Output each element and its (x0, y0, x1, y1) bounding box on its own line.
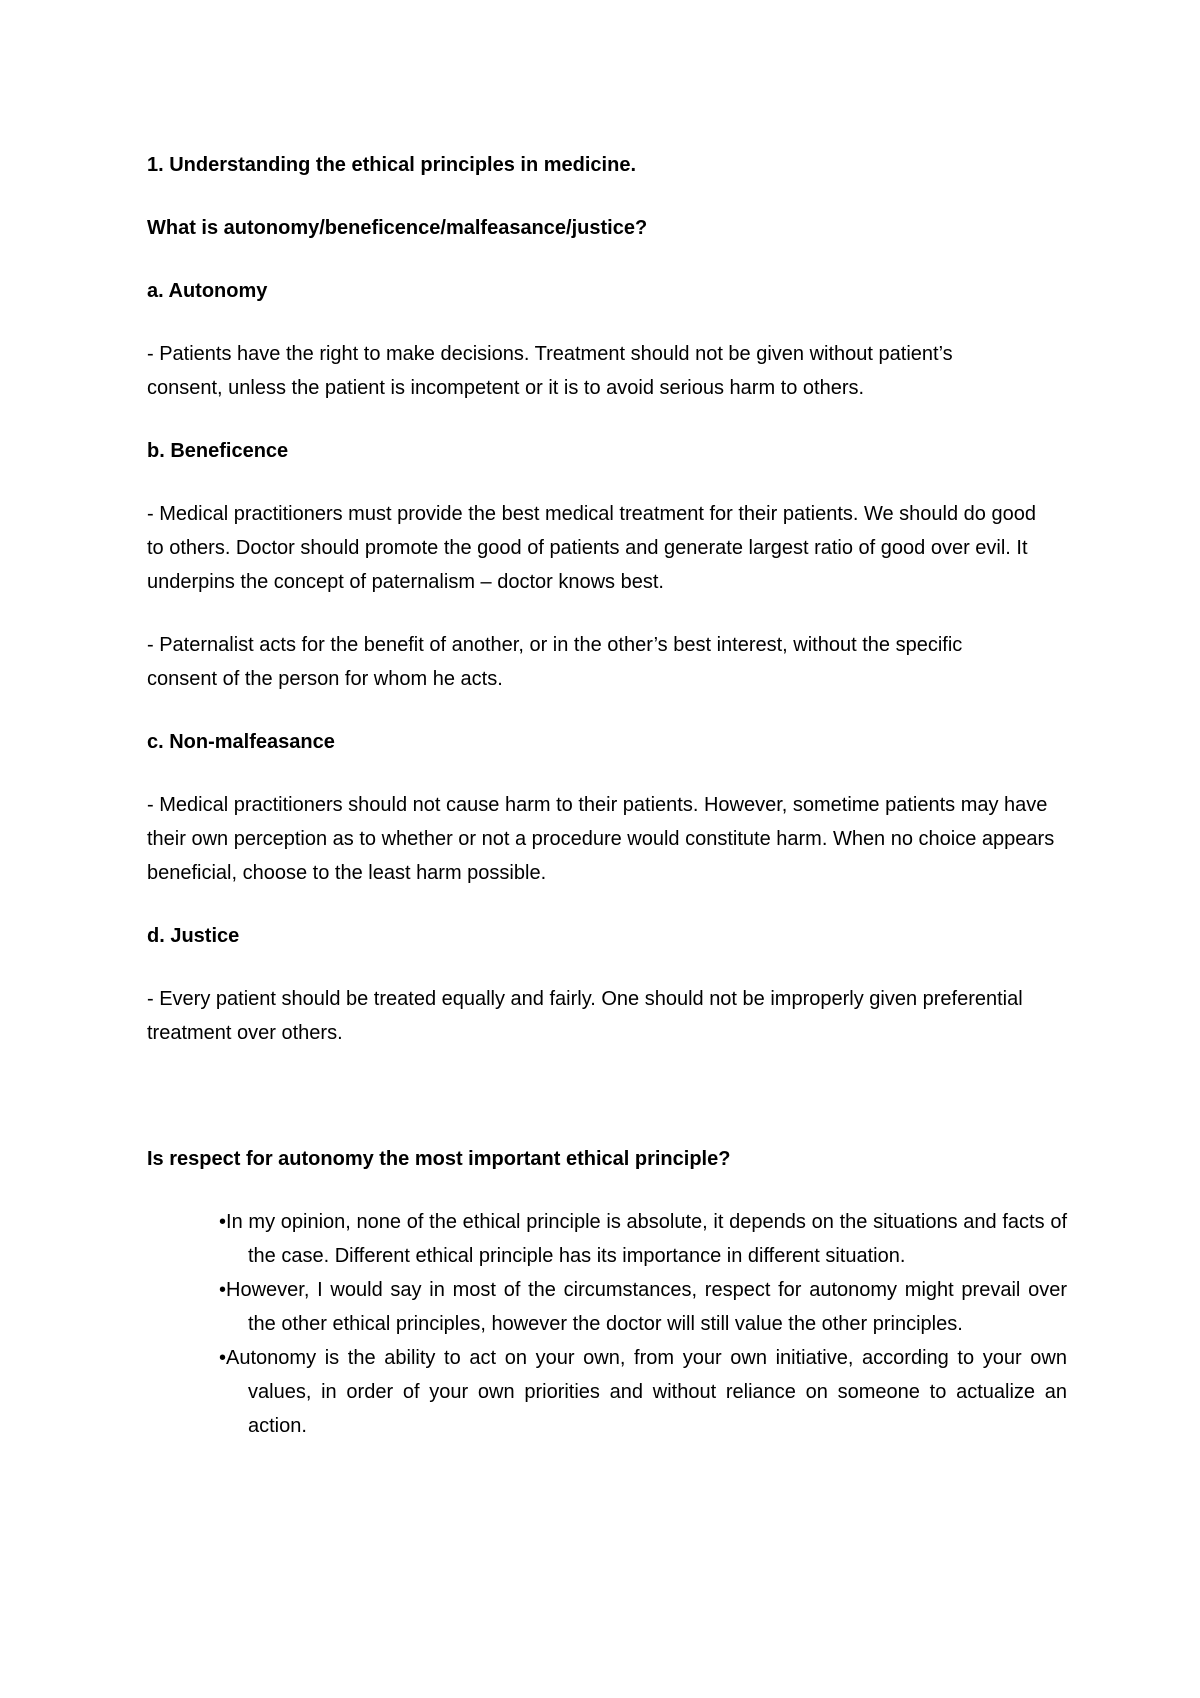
section-heading-autonomy: a. Autonomy (147, 280, 268, 302)
opinion-bullet-list (147, 1205, 1067, 1443)
document-page (147, 148, 1067, 1443)
paragraph-non-malfeasance: - Medical practitioners should not cause harm to their patients. However, sometime patients may have their own perception as to whether or not a procedure would constitute harm. When no choice appears beneficial, choose to the least harm possible. (147, 794, 1055, 884)
list-item (147, 1273, 1067, 1341)
paragraph-justice: - Every patient should be treated equally and fairly. One should not be improperly given preferential treatment over others. (147, 988, 1023, 1044)
list-item (147, 1205, 1067, 1273)
question-principles: What is autonomy/beneficence/malfeasance/justice? (147, 217, 648, 239)
bullet-text: In my opinion, none of the ethical principle is absolute, it depends on the situations and facts of the case. Different ethical principle has its importance in different situation. (226, 1211, 1067, 1267)
bullet-icon: • (219, 1211, 227, 1233)
section-heading-non-malfeasance: c. Non-malfeasance (147, 731, 335, 753)
paragraph-beneficence-1: - Medical practitioners must provide the best medical treatment for their patients. We should do good to others. Doctor should promote the good of patients and generate largest ratio of good over evil. It underpins the concept of paternalism – doctor knows best. (147, 503, 1036, 593)
paragraph-autonomy: - Patients have the right to make decisions. Treatment should not be given without patient’s consent, unless the patient is incompetent or it is to avoid serious harm to others. (147, 343, 953, 399)
bullet-text: Autonomy is the ability to act on your own, from your own initiative, according to your own values, in order of your own priorities and without reliance on someone to actualize an action. (226, 1347, 1067, 1437)
section-heading-beneficence: b. Beneficence (147, 440, 289, 462)
bullet-text: However, I would say in most of the circumstances, respect for autonomy might prevail over the other ethical principles, however the doctor will still value the other principles. (226, 1279, 1067, 1335)
paragraph-beneficence-2: - Paternalist acts for the benefit of another, or in the other’s best interest, without the specific consent of the person for whom he acts. (147, 634, 963, 690)
bullet-icon: • (219, 1347, 227, 1369)
bullet-icon: • (219, 1279, 227, 1301)
document-title: 1. Understanding the ethical principles in medicine. (147, 154, 636, 176)
question-autonomy-importance: Is respect for autonomy the most important ethical principle? (147, 1148, 731, 1170)
list-item (147, 1341, 1067, 1443)
section-heading-justice: d. Justice (147, 925, 240, 947)
